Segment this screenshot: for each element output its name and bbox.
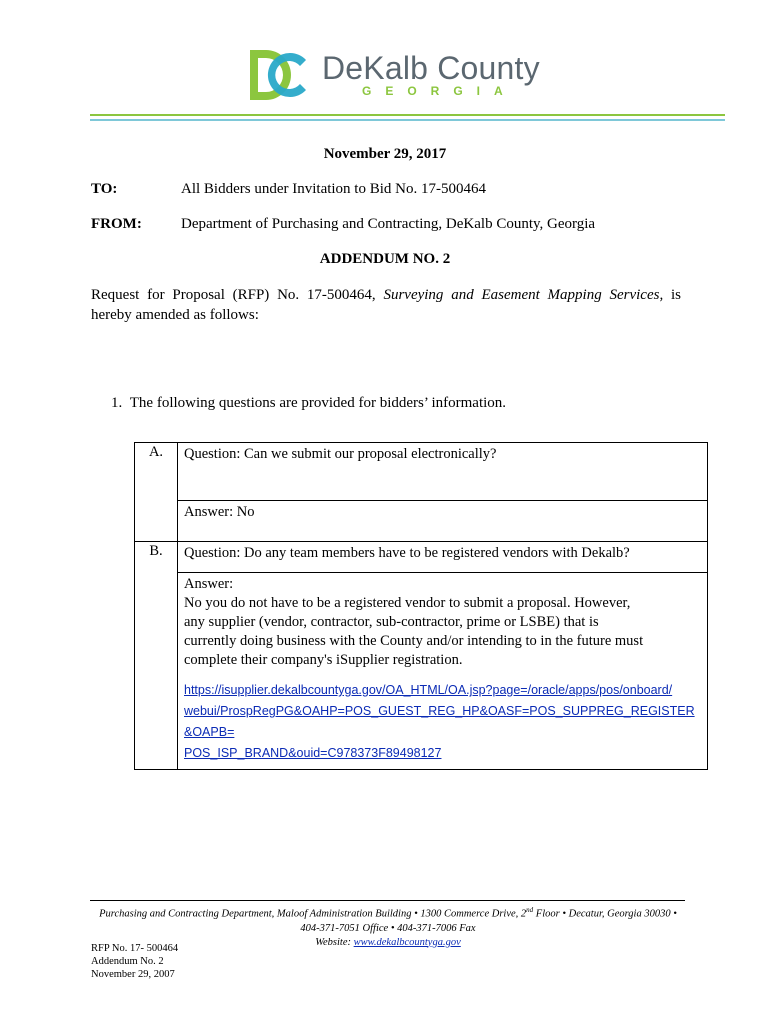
header-rule-blue [90, 119, 725, 121]
qa-a-question-cell [178, 443, 708, 501]
from-label: FROM: [91, 216, 142, 232]
qa-b-answer-line: complete their company's iSupplier registration. [184, 652, 463, 668]
footer-line-1 [88, 903, 688, 922]
website-link[interactable]: www.dekalbcountyga.gov [353, 936, 461, 948]
intro-prefix: Request for Proposal (RFP) No. 17-500464, [91, 287, 384, 303]
section-1-text: The following questions are provided for bidders’ information. [129, 395, 507, 411]
stamp-rfp-number: RFP No. 17- 500464 [91, 943, 179, 954]
document-stamp [91, 942, 178, 981]
addendum-title: ADDENDUM NO. 2 [319, 251, 451, 267]
qa-b-question-cell [178, 542, 708, 573]
stamp-date: November 29, 2007 [91, 969, 175, 980]
section-1-number: 1. [111, 395, 123, 411]
header-rule-green [90, 114, 725, 116]
isupplier-link-line[interactable]: https://isupplier.dekalbcountyga.gov/OA_HTML/OA.jsp?page=/oracle/apps/pos/onboard/ [184, 683, 673, 697]
dekalb-logo-mark-icon [248, 48, 312, 102]
qa-b-answer-cell [178, 573, 708, 770]
isupplier-link-line[interactable]: POS_ISP_BRAND&ouid=C978373F89498127 [184, 746, 442, 760]
qa-a-question: Question: Can we submit our proposal electronically? [184, 446, 497, 462]
footer-rule [90, 900, 685, 901]
from-value: Department of Purchasing and Contracting, DeKalb County, Georgia [181, 216, 596, 232]
footer-line-1-text: Purchasing and Contracting Department, Maloof Administration Building • 1300 Commerce Drive, 2 [99, 908, 527, 920]
memo-date: November 29, 2017 [323, 146, 447, 162]
intro-paragraph [91, 285, 681, 325]
table-row [135, 573, 708, 770]
qa-b-question: Question: Do any team members have to be registered vendors with Dekalb? [184, 545, 630, 561]
qa-b-answer-line: any supplier (vendor, contractor, sub-contractor, prime or LSBE) that is [184, 614, 599, 630]
footer-website-label: Website: [315, 936, 354, 948]
to-value: All Bidders under Invitation to Bid No. 17-500464 [181, 181, 486, 197]
intro-rfp-title: Surveying and Easement Mapping Services, [383, 287, 664, 303]
stamp-addendum: Addendum No. 2 [91, 956, 164, 967]
table-row [135, 443, 708, 501]
logo-county-name: DeKalb County [322, 50, 540, 86]
isupplier-registration-link[interactable] [184, 680, 701, 764]
logo-state-name: GEORGIA [362, 84, 517, 98]
qa-b-answer-label: Answer: [184, 576, 234, 592]
table-row [135, 542, 708, 573]
isupplier-link-line[interactable]: webui/ProspRegPG&OAHP=POS_GUEST_REG_HP&OASF=POS_SUPPREG_REGISTER&OAPB= [184, 704, 695, 739]
qa-b-letter: B. [135, 542, 178, 770]
table-row [135, 501, 708, 542]
intro-line2: hereby amended as follows: [91, 307, 259, 323]
qa-a-letter: A. [135, 443, 178, 542]
to-label: TO: [91, 181, 118, 197]
footer-line-2: 404-371-7051 Office • 404-371-7006 Fax [300, 922, 476, 934]
qa-b-answer-line: No you do not have to be a registered vendor to submit a proposal. However, [184, 595, 631, 611]
intro-suffix: is [663, 287, 681, 303]
footer-superscript: nd [526, 906, 534, 914]
qa-table [134, 442, 708, 770]
qa-a-answer: Answer: No [184, 504, 255, 521]
qa-a-answer-cell [178, 501, 708, 542]
footer-line-1-end: Floor • Decatur, Georgia 30030 • [533, 908, 677, 920]
section-1 [111, 393, 506, 413]
qa-b-answer-line: currently doing business with the County and/or intending to in the future must [184, 633, 644, 649]
